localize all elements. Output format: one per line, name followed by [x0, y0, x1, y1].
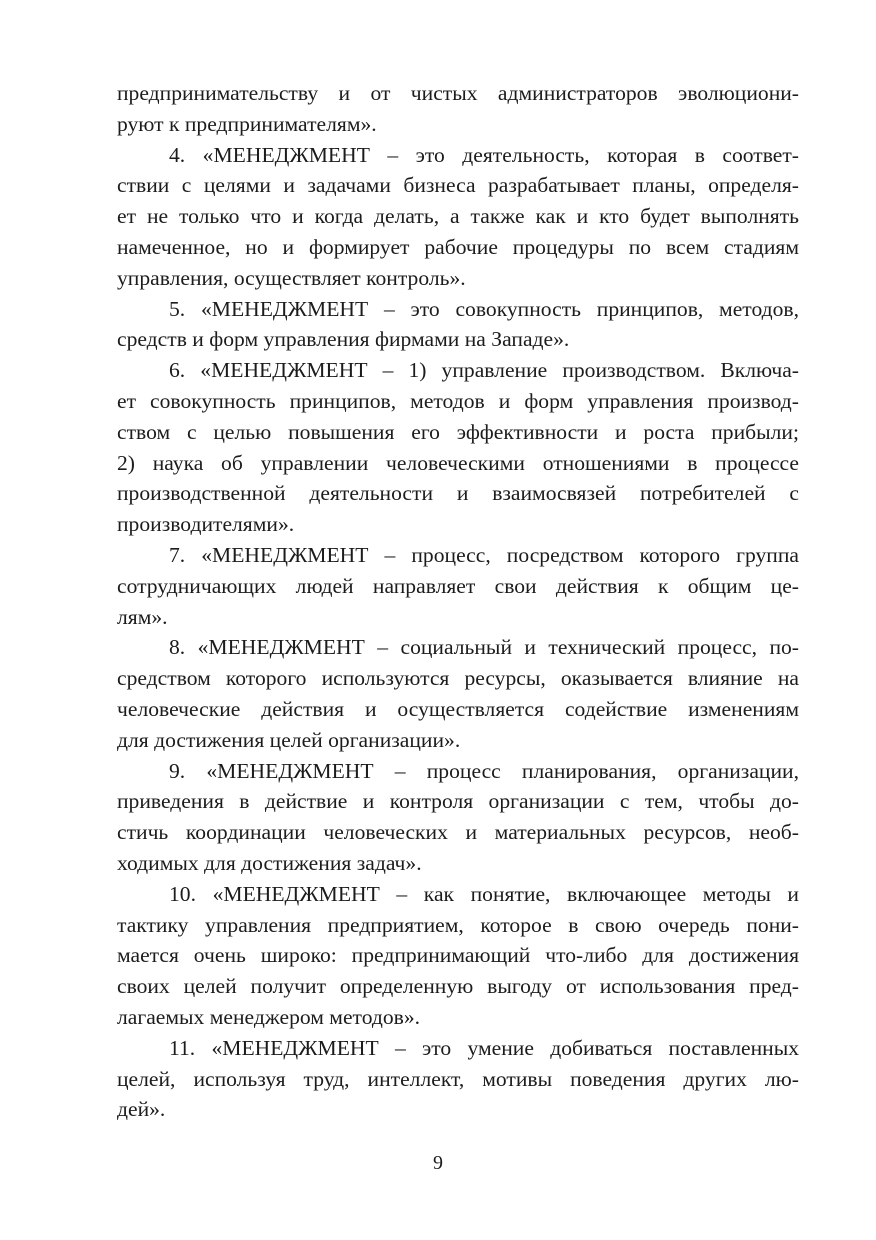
paragraph-item-10 [117, 879, 799, 1033]
text-line: лагаемых менеджером методов». [117, 1004, 421, 1029]
text-line: предпринимательству и от чистых администраторов эволюциони- [117, 81, 799, 105]
text-line: ствии с целями и задачами бизнеса разрабатывает планы, определя- [117, 173, 799, 198]
text-line: сотрудничающих людей направляет свои действия к общим це- [117, 573, 799, 598]
text-line: 11. «МЕНЕДЖМЕНТ – это умение добиваться поставленных [169, 1035, 799, 1060]
text-line: управления, осуществляет контроль». [117, 265, 466, 290]
text-line: приведения в действие и контроля организации с тем, чтобы до- [117, 789, 799, 814]
text-line: 10. «МЕНЕДЖМЕНТ – как понятие, включающее методы и [169, 881, 799, 906]
page-body [117, 78, 799, 1125]
paragraph-item-5 [117, 294, 799, 356]
text-line: средств и форм управления фирмами на Западе». [117, 327, 570, 352]
text-line: ет совокупность принципов, методов и форм управления производ- [117, 388, 799, 413]
text-line: для достижения целей организации». [117, 727, 461, 752]
text-line: 7. «МЕНЕДЖМЕНТ – процесс, посредством которого группа [169, 542, 799, 567]
text-line: 2) наука об управлении человеческими отношениями в процессе [117, 450, 799, 475]
paragraph-continuation [117, 78, 799, 140]
text-line: производителями». [117, 512, 295, 537]
text-line: 5. «МЕНЕДЖМЕНТ – это совокупность принципов, методов, [169, 296, 799, 321]
text-line: мается очень широко: предпринимающий что-либо для достижения [117, 943, 799, 968]
paragraph-item-4 [117, 140, 799, 294]
text-line: 8. «МЕНЕДЖМЕНТ – социальный и технический процесс, по- [169, 635, 799, 660]
text-line: своих целей получит определенную выгоду от использования пред- [117, 974, 799, 999]
text-line: руют к предпринимателям». [117, 111, 377, 136]
text-line: ством с целью повышения его эффективности и роста прибыли; [117, 419, 799, 444]
text-line: 9. «МЕНЕДЖМЕНТ – процесс планирования, организации, [169, 758, 799, 783]
text-line: стичь координации человеческих и материальных ресурсов, необ- [117, 820, 799, 845]
paragraph-item-8 [117, 632, 799, 755]
paragraph-item-7 [117, 540, 799, 632]
text-line: средством которого используются ресурсы, оказывается влияние на [117, 666, 799, 691]
text-line: ходимых для достижения задач». [117, 850, 422, 875]
page-number: 9 [433, 1152, 443, 1174]
text-line: производственной деятельности и взаимосвязей потребителей с [117, 481, 799, 506]
text-line: 6. «МЕНЕДЖМЕНТ – 1) управление производством. Включа- [169, 358, 799, 383]
text-line: человеческие действия и осуществляется содействие изменениям [117, 696, 799, 721]
text-line: ет не только что и когда делать, а также как и кто будет выполнять [117, 204, 799, 229]
text-line: целей, используя труд, интеллект, мотивы поведения других лю- [117, 1066, 799, 1091]
text-line: тактику управления предприятием, которое в свою очередь пони- [117, 912, 799, 937]
text-line: лям». [117, 604, 168, 629]
paragraph-item-9 [117, 756, 799, 879]
text-line: дей». [117, 1097, 166, 1122]
paragraph-item-6 [117, 355, 799, 540]
text-line: 4. «МЕНЕДЖМЕНТ – это деятельность, которая в соответ- [169, 142, 799, 167]
text-line: намеченное, но и формирует рабочие процедуры по всем стадиям [117, 234, 799, 259]
paragraph-item-11 [117, 1033, 799, 1125]
